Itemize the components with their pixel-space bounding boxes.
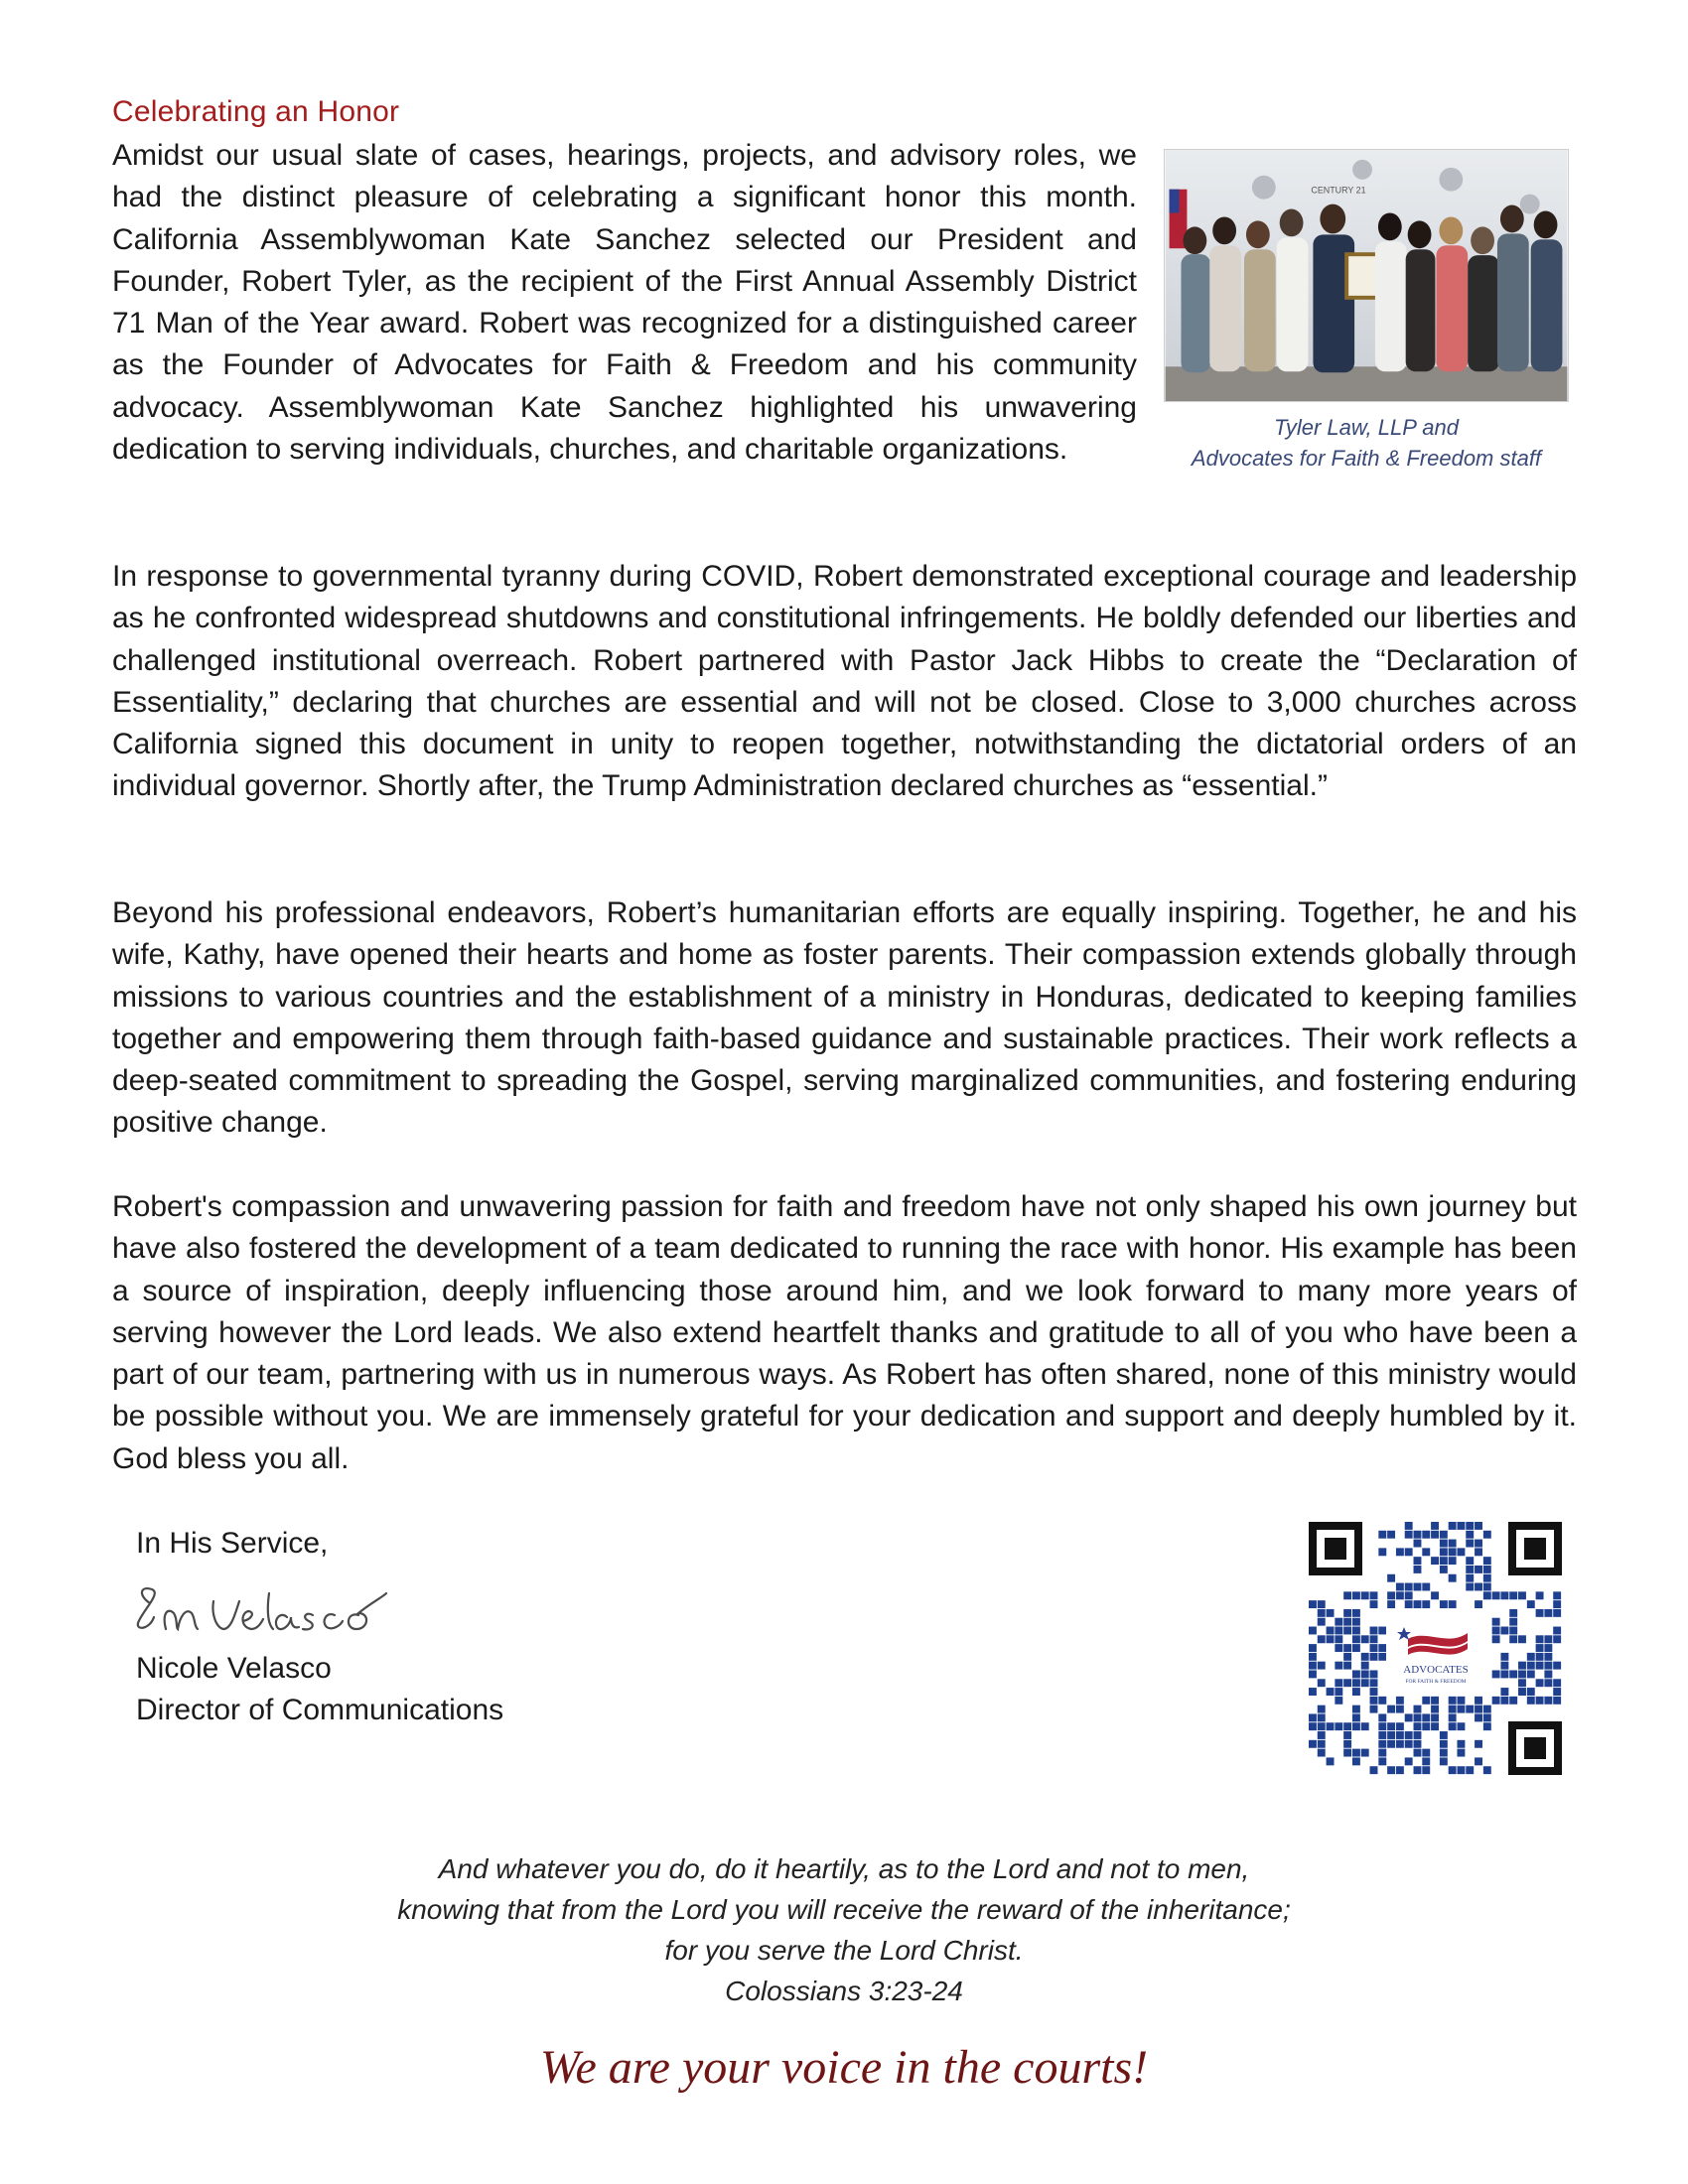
qr-module <box>1466 1706 1474 1713</box>
qr-module <box>1370 1600 1378 1608</box>
qr-module <box>1378 1697 1386 1705</box>
closing-salutation: In His Service, <box>136 1527 329 1560</box>
qr-module <box>1335 1722 1342 1730</box>
qr-module <box>1414 1749 1422 1757</box>
qr-module <box>1457 1548 1465 1556</box>
qr-module <box>1457 1522 1465 1530</box>
qr-module <box>1327 1635 1335 1643</box>
qr-module <box>1335 1697 1342 1705</box>
qr-module <box>1343 1609 1351 1617</box>
handwritten-signature <box>132 1573 390 1643</box>
qr-finder-top-right <box>1508 1522 1562 1575</box>
qr-module <box>1449 1600 1457 1608</box>
qr-module <box>1536 1653 1544 1661</box>
qr-module <box>1536 1591 1544 1599</box>
verse-reference: Colossians 3:23-24 <box>725 1976 963 2006</box>
qr-module <box>1361 1670 1369 1678</box>
qr-module <box>1361 1662 1369 1670</box>
qr-module <box>1343 1591 1351 1599</box>
qr-module <box>1422 1766 1430 1774</box>
qr-module <box>1370 1653 1378 1661</box>
qr-module <box>1483 1566 1491 1573</box>
qr-module <box>1405 1548 1413 1556</box>
qr-module <box>1544 1644 1552 1652</box>
qr-module <box>1387 1706 1395 1713</box>
qr-module <box>1318 1740 1326 1748</box>
qr-module <box>1370 1591 1378 1599</box>
qr-module <box>1500 1591 1508 1599</box>
qr-module <box>1378 1757 1386 1765</box>
qr-module <box>1335 1688 1342 1696</box>
qr-module <box>1309 1670 1317 1678</box>
qr-module <box>1396 1740 1404 1748</box>
qr-module <box>1527 1653 1535 1661</box>
qr-module <box>1318 1600 1326 1608</box>
section-heading: Celebrating an Honor <box>112 95 400 128</box>
qr-module <box>1387 1591 1395 1599</box>
qr-module <box>1396 1697 1404 1705</box>
qr-module <box>1500 1670 1508 1678</box>
qr-module <box>1440 1548 1448 1556</box>
qr-module <box>1553 1662 1561 1670</box>
qr-module <box>1431 1706 1439 1713</box>
qr-module <box>1509 1697 1517 1705</box>
qr-module <box>1361 1749 1369 1757</box>
qr-module <box>1449 1706 1457 1713</box>
qr-module <box>1414 1740 1422 1748</box>
qr-module <box>1343 1653 1351 1661</box>
qr-module <box>1352 1644 1360 1652</box>
qr-module <box>1327 1757 1335 1765</box>
qr-module <box>1387 1574 1395 1582</box>
qr-module <box>1352 1618 1360 1626</box>
qr-module <box>1553 1635 1561 1643</box>
qr-module <box>1387 1740 1395 1748</box>
qr-module <box>1352 1713 1360 1721</box>
qr-module <box>1405 1583 1413 1591</box>
qr-module <box>1352 1706 1360 1713</box>
qr-module <box>1536 1697 1544 1705</box>
qr-logo-line2: FOR FAITH & FREEDOM <box>1405 1679 1467 1685</box>
qr-module <box>1500 1688 1508 1696</box>
qr-module <box>1414 1531 1422 1539</box>
photo-caption-line1: Tyler Law, LLP and <box>1274 415 1459 440</box>
qr-module <box>1387 1600 1395 1608</box>
qr-module <box>1370 1635 1378 1643</box>
qr-finder-top-left <box>1309 1522 1362 1575</box>
qr-module <box>1431 1722 1439 1730</box>
qr-module <box>1527 1662 1535 1670</box>
qr-module <box>1509 1670 1517 1678</box>
qr-module <box>1361 1722 1369 1730</box>
qr-module <box>1431 1557 1439 1565</box>
qr-module <box>1335 1618 1342 1626</box>
qr-module <box>1396 1731 1404 1739</box>
qr-module <box>1309 1713 1317 1721</box>
qr-module <box>1352 1627 1360 1635</box>
qr-module <box>1343 1627 1351 1635</box>
qr-module <box>1405 1731 1413 1739</box>
qr-module <box>1414 1583 1422 1591</box>
qr-module <box>1466 1540 1474 1548</box>
qr-module <box>1492 1627 1500 1635</box>
qr-module <box>1483 1557 1491 1565</box>
qr-module <box>1335 1644 1342 1652</box>
qr-module <box>1492 1635 1500 1643</box>
qr-module <box>1509 1618 1517 1626</box>
qr-module <box>1378 1548 1386 1556</box>
qr-module <box>1352 1722 1360 1730</box>
qr-module <box>1352 1591 1360 1599</box>
qr-module <box>1414 1713 1422 1721</box>
qr-module <box>1440 1531 1448 1539</box>
qr-module <box>1343 1731 1351 1739</box>
qr-module <box>1396 1766 1404 1774</box>
qr-module <box>1449 1540 1457 1548</box>
qr-module <box>1431 1697 1439 1705</box>
qr-module <box>1343 1749 1351 1757</box>
qr-module <box>1553 1600 1561 1608</box>
qr-module <box>1536 1609 1544 1617</box>
qr-module <box>1387 1531 1395 1539</box>
qr-module <box>1518 1662 1526 1670</box>
qr-module <box>1378 1653 1386 1661</box>
qr-module <box>1466 1766 1474 1774</box>
photo-caption <box>1164 412 1569 474</box>
qr-module <box>1352 1749 1360 1757</box>
qr-module <box>1361 1679 1369 1687</box>
qr-module <box>1318 1722 1326 1730</box>
qr-module <box>1466 1522 1474 1530</box>
qr-module <box>1352 1688 1360 1696</box>
qr-module <box>1422 1548 1430 1556</box>
qr-module <box>1440 1757 1448 1765</box>
article-paragraph-3: Beyond his professional endeavors, Robert’s humanitarian efforts are equally inspiring. Together, he and his wife, Kathy, have opened their hearts and home as foster parents. Their compassion extends globally through missions to various countries and the establishment of a ministry in Honduras, dedicated to keeping families together and empowering them through faith-based guidance and sustainable practices. Their work reflects a deep-seated commitment to spreading the Gospel, serving marginalized communities, and fostering enduring positive change. <box>112 896 1577 1140</box>
qr-module <box>1431 1713 1439 1721</box>
qr-module <box>1440 1557 1448 1565</box>
qr-module <box>1378 1644 1386 1652</box>
qr-module <box>1544 1697 1552 1705</box>
qr-module <box>1483 1766 1491 1774</box>
qr-module <box>1475 1522 1482 1530</box>
qr-module <box>1405 1591 1413 1599</box>
qr-module <box>1414 1600 1422 1608</box>
qr-module <box>1449 1722 1457 1730</box>
qr-module <box>1475 1740 1482 1748</box>
qr-module <box>1449 1557 1457 1565</box>
qr-module <box>1405 1531 1413 1539</box>
qr-module <box>1370 1670 1378 1678</box>
qr-module <box>1422 1600 1430 1608</box>
qr-module <box>1318 1731 1326 1739</box>
qr-module <box>1309 1653 1317 1661</box>
qr-module <box>1500 1653 1508 1661</box>
qr-finder-bottom-right <box>1508 1721 1562 1775</box>
qr-module <box>1500 1627 1508 1635</box>
qr-module <box>1327 1722 1335 1730</box>
qr-module <box>1378 1531 1386 1539</box>
qr-module <box>1378 1627 1386 1635</box>
qr-module <box>1466 1557 1474 1565</box>
qr-module <box>1475 1697 1482 1705</box>
photo-banner-text: CENTURY 21 <box>1311 185 1366 196</box>
qr-module <box>1352 1670 1360 1678</box>
qr-module <box>1518 1670 1526 1678</box>
qr-module <box>1414 1766 1422 1774</box>
qr-module <box>1318 1609 1326 1617</box>
qr-module <box>1553 1679 1561 1687</box>
qr-module <box>1431 1522 1439 1530</box>
qr-module <box>1327 1609 1335 1617</box>
qr-module <box>1475 1757 1482 1765</box>
qr-module <box>1422 1757 1430 1765</box>
qr-module <box>1378 1731 1386 1739</box>
qr-module <box>1396 1706 1404 1713</box>
verse-line-2: knowing that from the Lord you will receive the reward of the inheritance; <box>397 1894 1291 1925</box>
article-paragraph-4: Robert's compassion and unwavering passion for faith and freedom have not only shaped his own journey but have also fostered the development of a team dedicated to running the race with honor. His example has been a source of inspiration, deeply influencing those around him, and we look forward to many more years of serving however the Lord leads. We also extend heartfelt thanks and gratitude to all of you who have been a part of our team, partnering with us in numerous ways. As Robert has often shared, none of this ministry would be possible without you. We are immensely grateful for your dedication and support and deeply humbled by it. God bless you all. <box>112 1190 1577 1475</box>
qr-module <box>1352 1757 1360 1765</box>
qr-module <box>1544 1609 1552 1617</box>
qr-module <box>1492 1591 1500 1599</box>
qr-module <box>1414 1540 1422 1548</box>
qr-module <box>1396 1591 1404 1599</box>
qr-module <box>1335 1662 1342 1670</box>
qr-module <box>1500 1662 1508 1670</box>
qr-module <box>1527 1600 1535 1608</box>
qr-module <box>1361 1653 1369 1661</box>
staff-photo-figure <box>1164 149 1569 474</box>
qr-module <box>1414 1722 1422 1730</box>
qr-module <box>1553 1688 1561 1696</box>
qr-module <box>1536 1679 1544 1687</box>
qr-module <box>1544 1662 1552 1670</box>
qr-module <box>1440 1731 1448 1739</box>
qr-module <box>1343 1662 1351 1670</box>
qr-module <box>1396 1548 1404 1556</box>
qr-module <box>1440 1600 1448 1608</box>
qr-module <box>1335 1635 1342 1643</box>
qr-module <box>1553 1591 1561 1599</box>
qr-module <box>1378 1713 1386 1721</box>
qr-module <box>1309 1688 1317 1696</box>
qr-module <box>1457 1697 1465 1705</box>
qr-module <box>1536 1635 1544 1643</box>
signer-name: Nicole Velasco <box>136 1652 332 1685</box>
qr-module <box>1378 1749 1386 1757</box>
qr-module <box>1327 1627 1335 1635</box>
qr-module <box>1309 1627 1317 1635</box>
qr-module <box>1387 1731 1395 1739</box>
qr-module <box>1318 1679 1326 1687</box>
qr-module <box>1378 1740 1386 1748</box>
qr-module <box>1475 1583 1482 1591</box>
qr-module <box>1343 1679 1351 1687</box>
qr-module <box>1449 1522 1457 1530</box>
qr-module <box>1309 1644 1317 1652</box>
qr-module <box>1318 1662 1326 1670</box>
qr-module <box>1492 1618 1500 1626</box>
qr-module <box>1457 1722 1465 1730</box>
qr-module <box>1335 1627 1342 1635</box>
qr-module <box>1518 1591 1526 1599</box>
qr-module <box>1370 1706 1378 1713</box>
qr-module <box>1343 1740 1351 1748</box>
qr-module <box>1457 1740 1465 1748</box>
qr-module <box>1509 1635 1517 1643</box>
qr-module <box>1440 1566 1448 1573</box>
qr-module <box>1405 1740 1413 1748</box>
qr-code[interactable] <box>1309 1522 1562 1775</box>
qr-module <box>1309 1662 1317 1670</box>
qr-module <box>1536 1644 1544 1652</box>
qr-module <box>1343 1722 1351 1730</box>
qr-module <box>1309 1722 1317 1730</box>
qr-module <box>1527 1688 1535 1696</box>
qr-module <box>1449 1766 1457 1774</box>
qr-module <box>1352 1635 1360 1643</box>
qr-module <box>1466 1566 1474 1573</box>
qr-module <box>1414 1706 1422 1713</box>
qr-module <box>1422 1713 1430 1721</box>
qr-module <box>1483 1713 1491 1721</box>
qr-module <box>1309 1600 1317 1608</box>
qr-module <box>1544 1679 1552 1687</box>
qr-module <box>1370 1644 1378 1652</box>
qr-center-logo <box>1386 1613 1485 1689</box>
qr-module <box>1509 1591 1517 1599</box>
qr-module <box>1475 1600 1482 1608</box>
qr-module <box>1352 1609 1360 1617</box>
qr-module <box>1457 1749 1465 1757</box>
qr-module <box>1422 1583 1430 1591</box>
qr-module <box>1466 1531 1474 1539</box>
article-paragraph-2: In response to governmental tyranny during COVID, Robert demonstrated exceptional courage and leadership as he confronted widespread shutdowns and constitutional infringements. He boldly defended our liberties and challenged institutional overreach. Robert partnered with Pastor Jack Hibbs to create the “Declaration of Essentiality,” declaring that churches are essential and will not be closed. Close to 3,000 churches across California signed this document in unity to reopen together, notwithstanding the dictatorial orders of an individual governor. Shortly after, the Trump Administration declared churches as “essential.” <box>112 560 1577 803</box>
qr-module <box>1422 1531 1430 1539</box>
qr-module <box>1536 1662 1544 1670</box>
qr-module <box>1318 1635 1326 1643</box>
qr-module <box>1457 1706 1465 1713</box>
qr-module <box>1509 1627 1517 1635</box>
qr-module <box>1431 1591 1439 1599</box>
qr-module <box>1361 1635 1369 1643</box>
qr-module <box>1483 1531 1491 1539</box>
qr-module <box>1414 1557 1422 1565</box>
qr-module <box>1492 1670 1500 1678</box>
qr-module <box>1440 1749 1448 1757</box>
qr-module <box>1553 1697 1561 1705</box>
qr-module <box>1449 1713 1457 1721</box>
qr-logo-line1: ADVOCATES <box>1403 1664 1469 1676</box>
qr-module <box>1370 1688 1378 1696</box>
qr-module <box>1318 1749 1326 1757</box>
qr-module <box>1327 1688 1335 1696</box>
qr-module <box>1414 1731 1422 1739</box>
qr-module <box>1449 1548 1457 1556</box>
qr-module <box>1527 1670 1535 1678</box>
qr-module <box>1483 1583 1491 1591</box>
qr-module <box>1483 1591 1491 1599</box>
qr-module <box>1500 1697 1508 1705</box>
qr-module <box>1518 1688 1526 1696</box>
qr-module <box>1422 1697 1430 1705</box>
qr-module <box>1553 1627 1561 1635</box>
qr-module <box>1440 1540 1448 1548</box>
qr-module <box>1387 1766 1395 1774</box>
qr-module <box>1378 1722 1386 1730</box>
qr-module <box>1335 1679 1342 1687</box>
qr-module <box>1396 1583 1404 1591</box>
qr-module <box>1544 1670 1552 1678</box>
qr-module <box>1318 1618 1326 1626</box>
tagline: We are your voice in the courts! <box>539 2041 1149 2094</box>
qr-module <box>1318 1706 1326 1713</box>
verse-line-1: And whatever you do, do it heartily, as to the Lord and not to men, <box>438 1853 1250 1884</box>
qr-module <box>1483 1706 1491 1713</box>
qr-module <box>1544 1635 1552 1643</box>
qr-module <box>1309 1740 1317 1748</box>
qr-module <box>1405 1522 1413 1530</box>
qr-module <box>1352 1679 1360 1687</box>
qr-module <box>1422 1749 1430 1757</box>
signer-title: Director of Communications <box>136 1694 504 1726</box>
qr-module <box>1475 1713 1482 1721</box>
verse-line-3: for you serve the Lord Christ. <box>664 1935 1024 1966</box>
qr-module <box>1518 1635 1526 1643</box>
qr-module <box>1396 1722 1404 1730</box>
qr-module <box>1553 1609 1561 1617</box>
qr-module <box>1343 1618 1351 1626</box>
qr-module <box>1466 1574 1474 1582</box>
qr-module <box>1318 1713 1326 1721</box>
qr-module <box>1475 1540 1482 1548</box>
qr-module <box>1518 1679 1526 1687</box>
article-paragraph-1: Amidst our usual slate of cases, hearings, projects, and advisory roles, we had the distinct pleasure of celebrating a significant honor this month. California Assemblywoman Kate Sanchez selected our President and Founder, Robert Tyler, as the recipient of the First Annual Assembly District 71 Man of the Year award. Robert was recognized for a distinguished career as the Founder of Advocates for Faith & Freedom and his community advocacy. Assemblywoman Kate Sanchez highlighted his unwavering dedication to serving individuals, churches, and charitable organizations. <box>112 139 1137 467</box>
qr-module <box>1414 1566 1422 1573</box>
qr-module <box>1370 1766 1378 1774</box>
qr-module <box>1492 1697 1500 1705</box>
qr-module <box>1387 1722 1395 1730</box>
qr-module <box>1457 1766 1465 1774</box>
qr-module <box>1370 1679 1378 1687</box>
qr-module <box>1405 1757 1413 1765</box>
qr-module <box>1483 1574 1491 1582</box>
qr-module <box>1527 1697 1535 1705</box>
qr-module <box>1475 1706 1482 1713</box>
qr-module <box>1475 1566 1482 1573</box>
qr-module <box>1466 1583 1474 1591</box>
qr-module <box>1405 1600 1413 1608</box>
qr-module <box>1343 1644 1351 1652</box>
qr-module <box>1483 1722 1491 1730</box>
qr-module <box>1422 1722 1430 1730</box>
qr-module <box>1440 1740 1448 1748</box>
qr-module <box>1370 1697 1378 1705</box>
scripture-verse <box>199 1848 1489 2011</box>
photo-caption-line2: Advocates for Faith & Freedom staff <box>1191 446 1542 471</box>
qr-module <box>1475 1548 1482 1556</box>
qr-module <box>1361 1591 1369 1599</box>
qr-module <box>1370 1627 1378 1635</box>
qr-module <box>1544 1653 1552 1661</box>
qr-module <box>1405 1713 1413 1721</box>
qr-module <box>1431 1531 1439 1539</box>
staff-group-photo <box>1164 149 1569 402</box>
qr-module <box>1449 1574 1457 1582</box>
qr-module <box>1449 1697 1457 1705</box>
qr-module <box>1509 1609 1517 1617</box>
